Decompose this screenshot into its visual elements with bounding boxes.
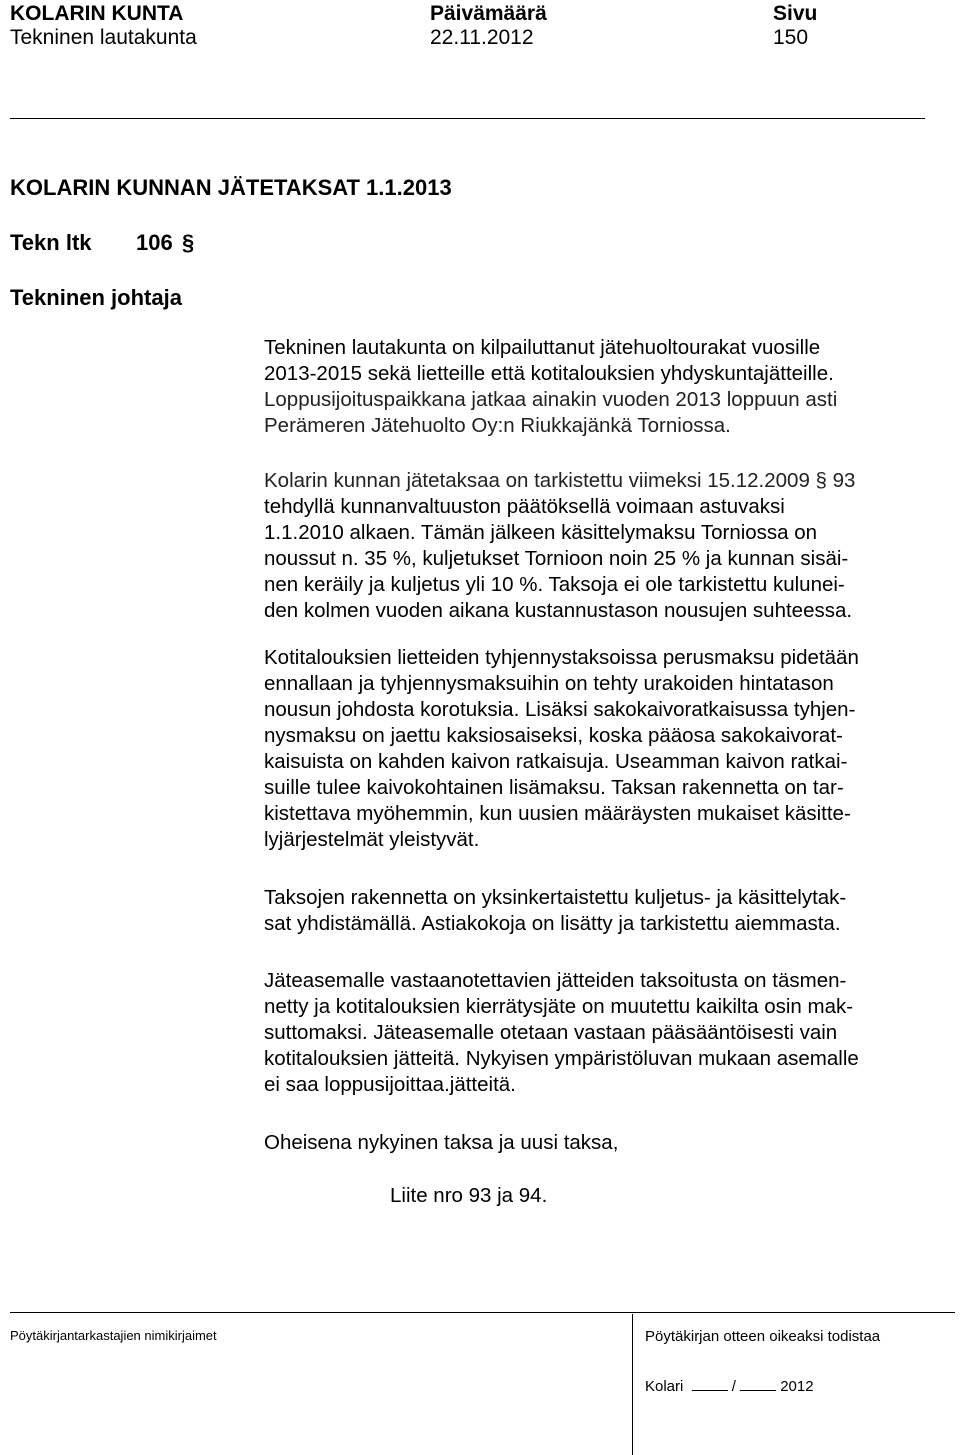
paragraph-line: kaisuista on kahden kaivon ratkaisuja. Useamman kaivon ratkai- [264, 750, 848, 773]
signature-month-blank [740, 1390, 776, 1391]
paragraph-line: noussut n. 35 %, kuljetukset Tornioon noin 25 % ja kunnan sisäi- [264, 547, 849, 570]
paragraph-line: nousun johdosta korotuksia. Lisäksi sakokaivoratkaisussa tyhjen- [264, 698, 856, 721]
paragraph-line: nysmaksu on jaettu kaksiosaiseksi, koska pääosa sakokaivorat- [264, 724, 843, 747]
paragraph-line: Loppusijoituspaikkana jatkaa ainakin vuoden 2013 loppuun asti [264, 388, 838, 411]
certification-label: Pöytäkirjan otteen oikeaksi todistaa [645, 1328, 881, 1345]
paragraph-line: tehdyllä kunnanvaltuuston päätöksellä voimaan astuvaksi [264, 495, 785, 518]
paragraph-line: Taksojen rakennetta on yksinkertaistettu kuljetus- ja käsittelytak- [264, 886, 847, 909]
section-symbol: § [182, 230, 195, 255]
signature-place: Kolari [645, 1378, 684, 1395]
paragraph-line: 2013-2015 sekä lietteille että kotitalouksien yhdyskuntajätteille. [264, 362, 834, 385]
preparer: Tekninen johtaja [10, 285, 182, 310]
paragraph-6 [264, 1130, 954, 1156]
footer-column-divider [632, 1314, 633, 1455]
paragraph-line: lyjärjestelmät yleistyvät. [264, 828, 480, 851]
paragraph-line: kistettava myöhemmin, kun uusien määräysten mukaiset käsitte- [264, 802, 851, 825]
paragraph-5 [264, 968, 954, 1098]
paragraph-line: Kolarin kunnan jätetaksaa on tarkistettu viimeksi 15.12.2009 § 93 [264, 469, 856, 492]
paragraph-line: Perämeren Jätehuolto Oy:n Riukkajänkä Torniossa. [264, 414, 731, 437]
paragraph-line: kotitalouksien jätteitä. Nykyisen ympäristöluvan mukaan asemalle [264, 1047, 859, 1070]
paragraph-1 [264, 335, 954, 439]
page-number: 150 [773, 26, 809, 49]
paragraph-line: nen keräily ja kuljetus yli 10 %. Taksoja ei ole tarkistettu kulunei- [264, 573, 845, 596]
paragraph-line: Jäteasemalle vastaanotettavien jätteiden taksoitusta on täsmen- [264, 969, 847, 992]
paragraph-line: ennallaan ja tyhjennysmaksuihin on tehty urakoiden hintatason [264, 672, 834, 695]
attachment-reference: Liite nro 93 ja 94. [390, 1184, 548, 1207]
org-name: KOLARIN KUNTA [10, 2, 184, 25]
paragraph-line: suttomaksi. Jäteasemalle otetaan vastaan pääsääntöisesti vain [264, 1021, 838, 1044]
paragraph-line: sat yhdistämällä. Astiakokoja on lisätty ja tarkistettu aiemmasta. [264, 912, 841, 935]
signature-year: 2012 [780, 1378, 814, 1395]
paragraph-line: Oheisena nykyinen taksa ja uusi taksa, [264, 1131, 619, 1154]
signature-line [645, 1378, 814, 1395]
page-label: Sivu [773, 2, 818, 25]
date-value: 22.11.2012 [430, 26, 534, 49]
footer-divider [10, 1312, 955, 1313]
paragraph-2 [264, 468, 954, 624]
paragraph-line: Tekninen lautakunta on kilpailuttanut jätehuoltourakat vuosille [264, 336, 821, 359]
signature-day-blank [692, 1390, 728, 1391]
signature-slash: / [731, 1378, 736, 1395]
date-label: Päivämäärä [430, 2, 547, 25]
document-title: KOLARIN KUNNAN JÄTETAKSAT 1.1.2013 [10, 175, 452, 200]
section-code: Tekn ltk [10, 230, 92, 255]
paragraph-line: ei saa loppusijoittaa.jätteitä. [264, 1073, 516, 1096]
paragraph-line: netty ja kotitalouksien kierrätysjäte on muutettu kaikilta osin mak- [264, 995, 854, 1018]
board-name: Tekninen lautakunta [10, 26, 197, 49]
header-divider [10, 118, 925, 119]
paragraph-line: 1.1.2010 alkaen. Tämän jälkeen käsittelymaksu Torniossa on [264, 521, 818, 544]
paragraph-line: den kolmen vuoden aikana kustannustason nousujen suhteessa. [264, 599, 853, 622]
inspectors-initials-label: Pöytäkirjantarkastajien nimikirjaimet [10, 1328, 217, 1343]
paragraph-line: suille tulee kaivokohtainen lisämaksu. Taksan rakennetta on tar- [264, 776, 844, 799]
paragraph-line: Kotitalouksien lietteiden tyhjennystaksoissa perusmaksu pidetään [264, 646, 859, 669]
section-number: 106 [136, 230, 173, 255]
paragraph-4 [264, 885, 954, 937]
paragraph-3 [264, 645, 954, 853]
